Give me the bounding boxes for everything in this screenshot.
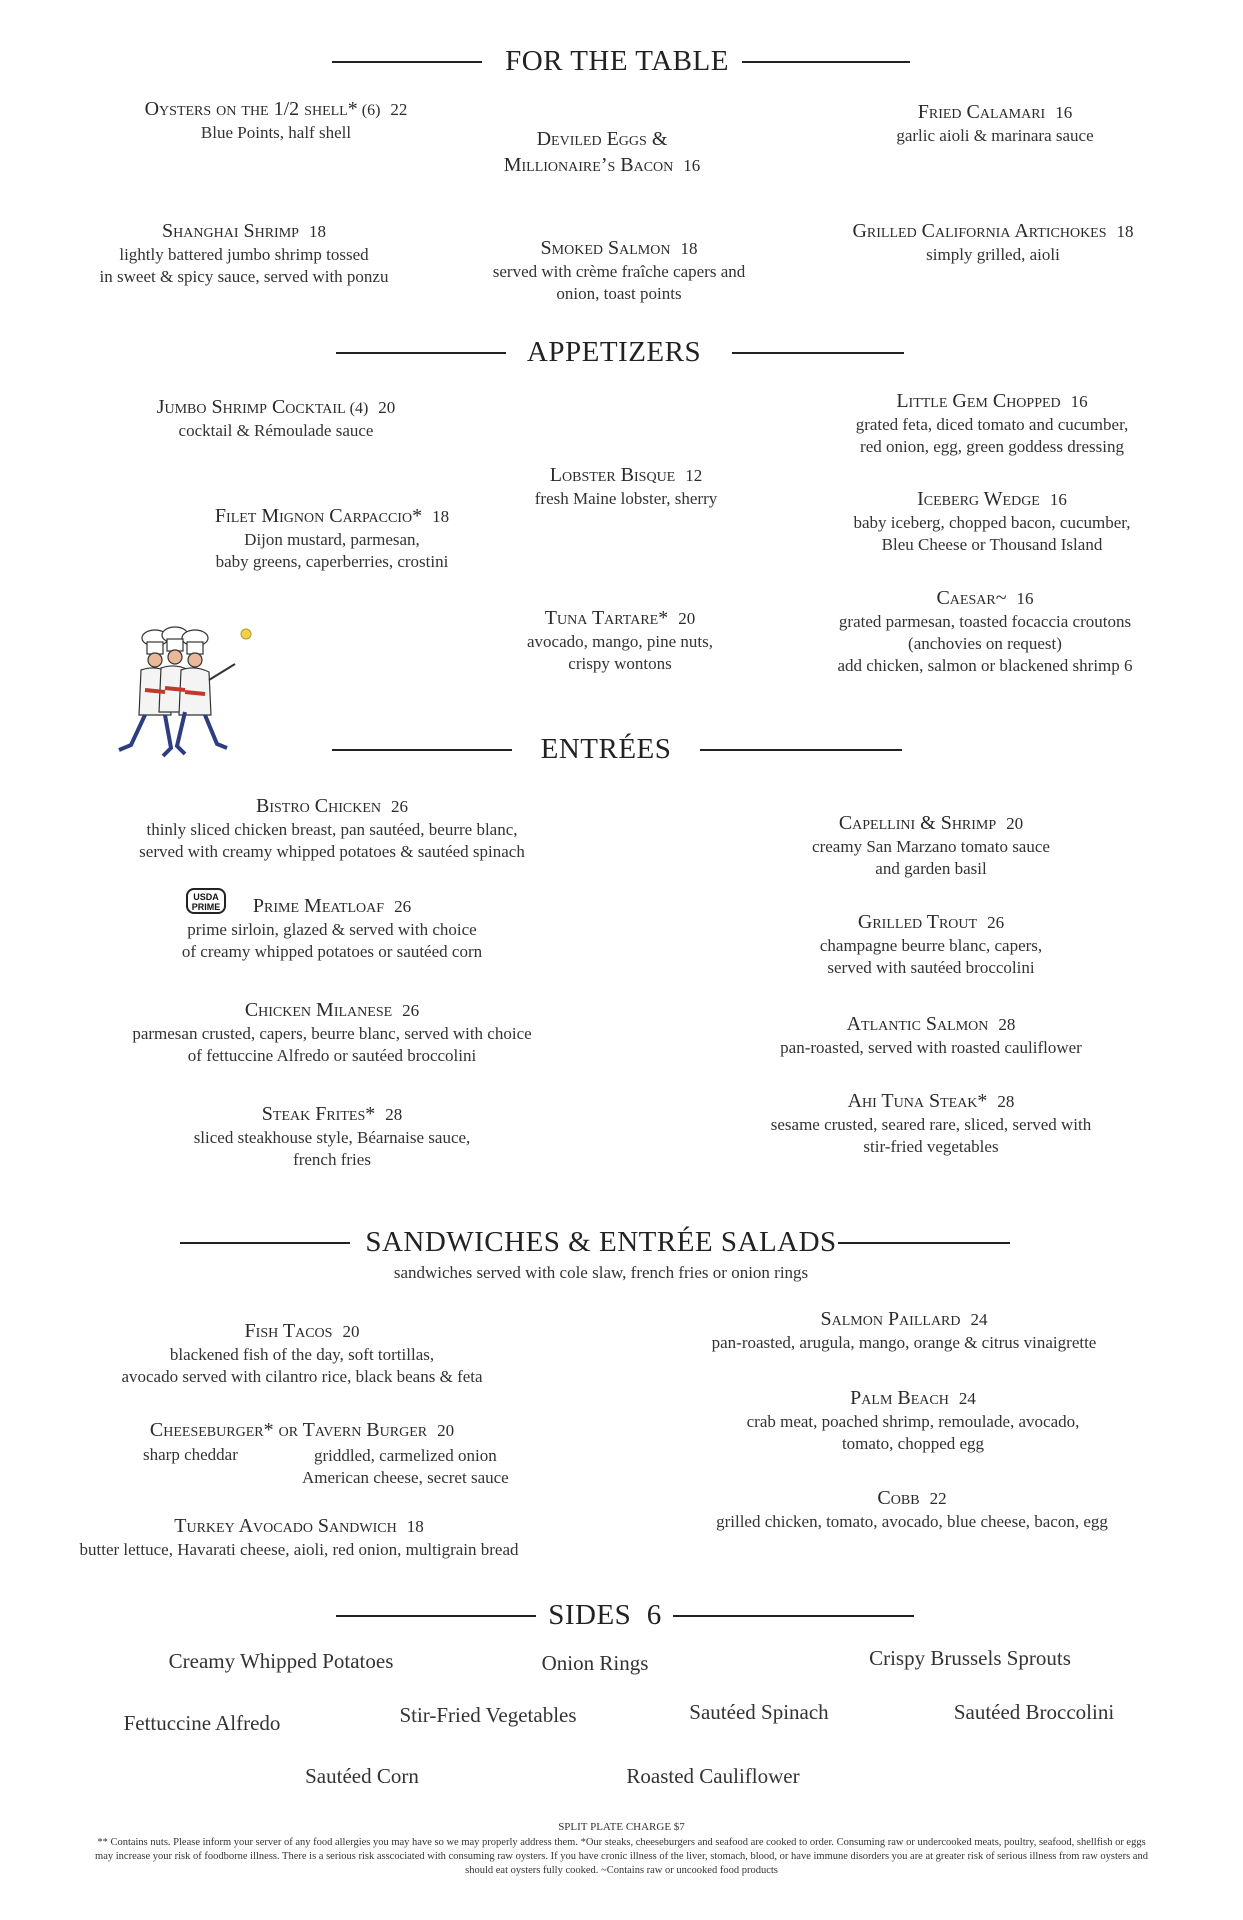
menu-item-caesar (837, 585, 1132, 677)
section-header-sandwiches (0, 1222, 1243, 1262)
item-name: Steak Frites* (261, 1103, 376, 1125)
item-price: 20 (678, 609, 696, 628)
side-item: Crispy Brussels Sprouts (869, 1646, 1071, 1670)
item-price: 16 (683, 156, 701, 175)
item-desc: prime sirloin, glazed & served with choice (187, 920, 477, 939)
menu-item-prime-meatloaf (182, 893, 482, 963)
item-name: Ahi Tuna Steak* (847, 1090, 988, 1112)
side-item: Roasted Cauliflower (626, 1764, 800, 1788)
menu-item-burger (150, 1417, 454, 1443)
side-item: Sautéed Corn (305, 1764, 419, 1788)
item-desc: griddled, carmelized onion (314, 1446, 497, 1465)
item-desc: onion, toast points (556, 284, 682, 303)
item-name: Filet Mignon Carpaccio* (214, 505, 423, 527)
rule (673, 1615, 914, 1617)
section-title (548, 1595, 662, 1635)
rule (732, 352, 904, 354)
item-name: Iceberg Wedge (917, 488, 1040, 510)
section-header-sides (0, 1595, 1243, 1635)
menu-item-shanghai-shrimp (100, 218, 389, 288)
item-desc: served with sautéed broccolini (827, 958, 1035, 977)
item-desc: add chicken, salmon or blackened shrimp 6 (837, 656, 1133, 675)
menu-item-atlantic-salmon (780, 1011, 1082, 1059)
side-item: Fettuccine Alfredo (123, 1711, 281, 1735)
side-item: Stir-Fried Vegetables (399, 1703, 577, 1727)
item-name: Fish Tacos (244, 1320, 333, 1342)
item-desc: baby iceberg, chopped bacon, cucumber, (853, 513, 1131, 532)
item-name: Little Gem Chopped (896, 390, 1061, 412)
item-desc: of creamy whipped potatoes or sautéed corn (181, 942, 483, 961)
item-price: 18 (680, 239, 698, 258)
item-name: Grilled Trout (857, 911, 978, 933)
menu-item-ahi-tuna (771, 1088, 1092, 1158)
menu-item-lobster-bisque (535, 462, 717, 510)
section-note: sandwiches served with cole slaw, french fries or onion rings (393, 1263, 809, 1282)
item-desc: red onion, egg, green goddess dressing (860, 437, 1124, 456)
item-price: 16 (1055, 103, 1073, 122)
item-desc: of fettuccine Alfredo or sautéed broccolini (187, 1046, 477, 1065)
item-desc: lightly battered jumbo shrimp tossed (119, 245, 369, 264)
section-title: SANDWICHES & ENTRÉE SALADS (365, 1226, 837, 1258)
rule (336, 1615, 536, 1617)
item-price: 26 (391, 797, 408, 816)
item-desc: Blue Points, half shell (200, 123, 352, 142)
item-desc: Bleu Cheese or Thousand Island (881, 535, 1103, 554)
section-title: ENTRÉES (540, 733, 672, 765)
section-header-appetizers (0, 332, 1243, 372)
item-price: 26 (987, 913, 1005, 932)
item-desc: served with creamy whipped potatoes & sautéed spinach (139, 842, 525, 861)
item-price: 26 (402, 1001, 420, 1020)
item-count: (4) (349, 400, 369, 417)
item-desc: grilled chicken, tomato, avocado, blue cheese, bacon, egg (716, 1512, 1108, 1531)
burger-option-right (302, 1445, 509, 1489)
item-name-line2: Millionaire’s Bacon (503, 154, 674, 176)
menu-item-deviled-eggs (504, 126, 701, 178)
side-item: Sautéed Spinach (689, 1700, 829, 1724)
menu-item-bistro-chicken (139, 793, 525, 863)
item-desc: grated feta, diced tomato and cucumber, (855, 415, 1129, 434)
item-name: Capellini & Shrimp (838, 812, 997, 834)
split-plate-charge: SPLIT PLATE CHARGE $7 (558, 1821, 685, 1833)
item-desc: avocado served with cilantro rice, black beans & feta (121, 1367, 483, 1386)
menu-item-chicken-milanese (132, 997, 531, 1067)
item-desc: Dijon mustard, parmesan, (244, 530, 420, 549)
menu-item-salmon-paillard (712, 1306, 1097, 1354)
item-name: Shanghai Shrimp (162, 220, 299, 242)
item-price: 22 (390, 100, 408, 119)
item-price: 16 (1049, 490, 1067, 509)
item-desc: sesame crusted, seared rare, sliced, served with (770, 1115, 1092, 1134)
item-name: Deviled Eggs & (536, 128, 668, 150)
item-price: 26 (394, 897, 412, 916)
item-name: Fried Calamari (917, 101, 1046, 123)
item-desc: in sweet & spicy sauce, served with ponzu (99, 267, 389, 286)
item-name: Prime Meatloaf (252, 895, 385, 917)
menu-item-fried-calamari (896, 99, 1093, 147)
item-name: Smoked Salmon (540, 237, 671, 259)
item-desc: garlic aioli & marinara sauce (896, 126, 1094, 145)
item-name: Turkey Avocado Sandwich (174, 1515, 397, 1537)
item-price: 20 (342, 1322, 360, 1341)
item-price: 28 (997, 1092, 1015, 1111)
menu-item-iceberg-wedge (853, 486, 1130, 556)
side-item: Onion Rings (541, 1651, 649, 1675)
item-desc: sliced steakhouse style, Béarnaise sauce, (193, 1128, 471, 1147)
item-price: 20 (1006, 814, 1024, 833)
item-name: Palm Beach (850, 1387, 949, 1409)
disclaimer: ** Contains nuts. Please inform your server of any food allergies you may have so we may properly address them. *Our steaks, cheeseburgers and seafood are cooked to order. Consuming raw or undercooked meats, poultry, seafood, shellfish or eggs may increase your risk of foodborne illness. There is a serious risk asscociated with consuming raw oysters. If you have cronic illness of the liver, stomach, blood, or have immune disorders you are at greater risk of serious illness from raw oysters and should eat oysters fully cooked. ~Contains raw or uncooked food products (95, 1837, 1148, 1876)
menu-item-steak-frites (194, 1101, 471, 1171)
menu-item-tuna-tartare (527, 605, 713, 675)
item-name: Cobb (877, 1487, 920, 1509)
item-desc: pan-roasted, served with roasted cauliflower (780, 1038, 1082, 1057)
item-desc: crispy wontons (568, 654, 672, 673)
section-title: FOR THE TABLE (505, 45, 729, 77)
item-desc: thinly sliced chicken breast, pan sautéed, beurre blanc, (146, 820, 518, 839)
rule (838, 1242, 1010, 1244)
item-name: Salmon Paillard (820, 1308, 961, 1330)
item-price: 18 (1116, 222, 1134, 241)
item-price: 18 (406, 1517, 424, 1536)
rule (742, 61, 910, 63)
burger-option-left: sharp cheddar (143, 1445, 238, 1464)
item-desc: cocktail & Rémoulade sauce (178, 421, 374, 440)
item-price: 28 (998, 1015, 1016, 1034)
side-item: Creamy Whipped Potatoes (168, 1649, 394, 1673)
section-title: APPETIZERS (526, 336, 702, 368)
rule (180, 1242, 350, 1244)
item-desc: butter lettuce, Havarati cheese, aioli, red onion, multigrain bread (79, 1540, 519, 1559)
menu-item-carpaccio (215, 503, 449, 573)
item-price: 16 (1070, 392, 1088, 411)
badge-line: PRIME (191, 902, 221, 912)
item-name: Jumbo Shrimp Cocktail (156, 396, 346, 418)
section-header-for-the-table (0, 41, 1243, 81)
item-name: Tuna Tartare* (544, 607, 669, 629)
menu-item-oysters (145, 96, 408, 144)
menu-item-smoked-salmon (493, 235, 746, 305)
item-desc: creamy San Marzano tomato sauce (812, 837, 1050, 856)
rule (332, 61, 482, 63)
item-name: Oysters on the 1/2 shell* (144, 98, 358, 120)
rule (336, 352, 506, 354)
item-price: 20 (378, 398, 396, 417)
item-desc: stir-fried vegetables (863, 1137, 999, 1156)
item-price: 16 (1016, 589, 1034, 608)
item-desc: simply grilled, aioli (926, 245, 1060, 264)
item-price: 24 (958, 1389, 976, 1408)
item-price: 24 (970, 1310, 988, 1329)
item-desc: pan-roasted, arugula, mango, orange & citrus vinaigrette (711, 1333, 1097, 1352)
item-price: 18 (308, 222, 326, 241)
menu-item-cobb (716, 1485, 1108, 1533)
item-price: 22 (929, 1489, 947, 1508)
sides-title: SIDES (548, 1599, 632, 1631)
item-price: 18 (432, 507, 450, 526)
item-desc: fresh Maine lobster, sherry (534, 489, 718, 508)
menu-item-grilled-trout (820, 909, 1042, 979)
item-desc: tomato, chopped egg (841, 1434, 985, 1453)
item-desc: baby greens, caperberries, crostini (215, 552, 449, 571)
item-desc: parmesan crusted, capers, beurre blanc, served with choice (132, 1024, 532, 1043)
menu-item-artichokes (852, 218, 1133, 266)
item-desc: served with crème fraîche capers and (492, 262, 746, 281)
item-desc: french fries (293, 1150, 371, 1169)
side-item: Sautéed Broccolini (953, 1700, 1115, 1724)
item-name: Lobster Bisque (549, 464, 676, 486)
item-name: Bistro Chicken (255, 795, 381, 817)
item-desc: crab meat, poached shrimp, remoulade, avocado, (746, 1412, 1080, 1431)
item-desc: grated parmesan, toasted focaccia croutons (838, 612, 1132, 631)
item-name: Cheeseburger* or Tavern Burger (149, 1419, 428, 1441)
item-desc: American cheese, secret sauce (302, 1468, 509, 1487)
menu-item-capellini-shrimp (812, 810, 1050, 880)
item-desc: avocado, mango, pine nuts, (526, 632, 714, 651)
section-header-entrees (0, 729, 1243, 769)
item-price: 20 (437, 1421, 455, 1440)
item-desc: champagne beurre blanc, capers, (819, 936, 1043, 955)
item-price: 12 (685, 466, 703, 485)
menu-item-little-gem (856, 388, 1129, 458)
badge-line: USDA (193, 892, 219, 902)
item-desc: and garden basil (875, 859, 987, 878)
item-name: Caesar~ (936, 587, 1007, 609)
rule (332, 749, 512, 751)
item-name: Grilled California Artichokes (852, 220, 1107, 242)
menu-item-fish-tacos (121, 1318, 482, 1388)
menu-item-shrimp-cocktail (157, 394, 396, 442)
item-desc: (anchovies on request) (908, 634, 1062, 653)
item-name: Atlantic Salmon (846, 1013, 989, 1035)
item-name: Chicken Milanese (244, 999, 393, 1021)
menu-item-turkey-avocado (80, 1513, 519, 1561)
item-price: 28 (385, 1105, 403, 1124)
item-count: (6) (361, 102, 381, 119)
rule (700, 749, 902, 751)
sides-price: 6 (646, 1599, 662, 1631)
menu-item-palm-beach (747, 1385, 1080, 1455)
item-desc: blackened fish of the day, soft tortillas, (169, 1345, 435, 1364)
